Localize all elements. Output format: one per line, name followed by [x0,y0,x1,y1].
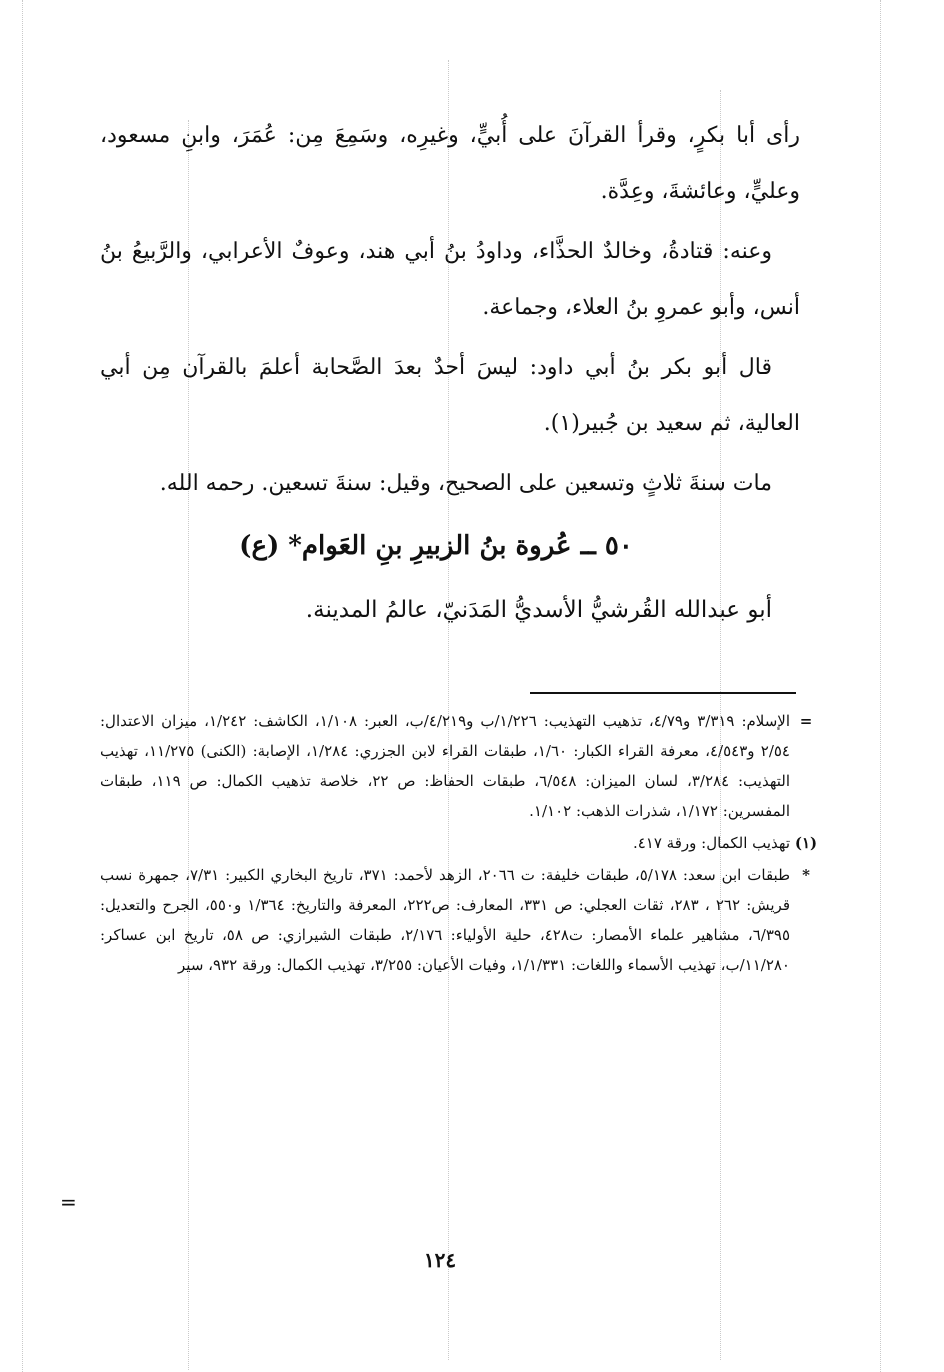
scan-guide-line [22,0,23,1372]
footnote-mark: (١) [794,834,818,852]
paragraph-death: مات سنةَ ثلاثٍ وتسعين على الصحيح، وقيل: سنةَ تسعين. رحمه الله. [159,471,772,496]
footnote-separator [530,692,796,694]
footnote-text: الإسلام: ٣/٣١٩ و٤/٧٩، تذهيب التهذيب: ١/٢٢٦/ب و٤/٢١٩/ب، العبر: ١/١٠٨، الكاشف: ١/٢٤٢، ميزان الاعتدال: ٢/٥٤ و٤/٥٤٣، معرفة القراء الكبار: ١/٦٠، طبقات القراء لابن الجزري: ١/٢٨٤، الإصابة: (الكنى) ١١/٢٧٥، تهذيب التهذيب: ٣/٢٨٤، لسان الميزان: ٦/٥٤٨، طبقات الحفاظ: ص ٢٢، خلاصة تذهيب الكمال: ص ١١٩، طبقات المفسرين: ١/١٧٢، شذرات الذهب: ١/١٠٢. [100,712,791,820]
footnote-1 [100,828,818,858]
paragraph-quote: قال أبو بكر بنُ أبي داود: ليسَ أحدٌ بعدَ الصَّحابة أعلمَ بالقرآن مِن أبي العالية، ثم سعيد بن جُبير(١). [100,355,800,436]
footnote-text: طبقات ابن سعد: ٥/١٧٨، طبقات خليفة: ت ٢٠٦٦، الزهد لأحمد: ٣٧١، تاريخ البخاري الكبير: ٧/٣١، جمهرة نسب قريش: ٢٦٢ ، ٢٨٣، ثقات العجلي: ص ٣٣١، المعارف: ص٢٢٢، المعرفة والتاريخ: ١/٣٦٤ و٥٥٠، الجرح والتعديل: ٦/٣٩٥، مشاهير علماء الأمصار: ت٤٢٨، حلية الأولياء: ٢/١٧٦، طبقات الشيرازي: ص ٥٨، تاريخ ابن عساكر: ١١/٢٨٠/ب، تهذيب الأسماء واللغات: ١/١/٣٣١، وفيات الأعيان: ٣/٢٥٥، تهذيب الكمال: ورقة ٩٣٢، سير [100,866,791,974]
page-number: ١٢٤ [423,1248,457,1272]
continuation-mark: = [60,1190,77,1214]
main-text [100,108,800,644]
entry-subtitle: أبو عبدالله القُرشيُّ الأسديُّ المَدَنيّ، عالمُ المدينة. [305,597,772,623]
scan-guide-line [880,0,881,1372]
paragraph-students: وعنه: قتادةُ، وخالدٌ الحذَّاء، وداودُ بنُ أبي هند، وعوفٌ الأعرابي، والرَّبيعُ بنُ أنس، وأبو عمروِ بنُ العلاء، وجماعة. [100,239,800,320]
footnote-mark: * [802,866,810,884]
footnote-star [100,860,818,980]
paragraph-teachers: رأى أبا بكرٍ، وقرأ القرآنَ على أُبيٍّ، وغيرِه، وسَمِعَ مِن: عُمَرَ، وابنِ مسعود، وعليٍّ، وعائشةَ، وعِدَّة. [100,123,800,204]
footnote-mark: = [799,712,813,730]
footnotes [100,706,818,982]
footnote-text: تهذيب الكمال: ورقة ٤١٧. [632,834,790,852]
entry-heading: ٥٠ ــ عُروة بنُ الزبيرِ بنِ العَوام* (ع) [239,531,633,561]
footnote-continued [100,706,818,826]
